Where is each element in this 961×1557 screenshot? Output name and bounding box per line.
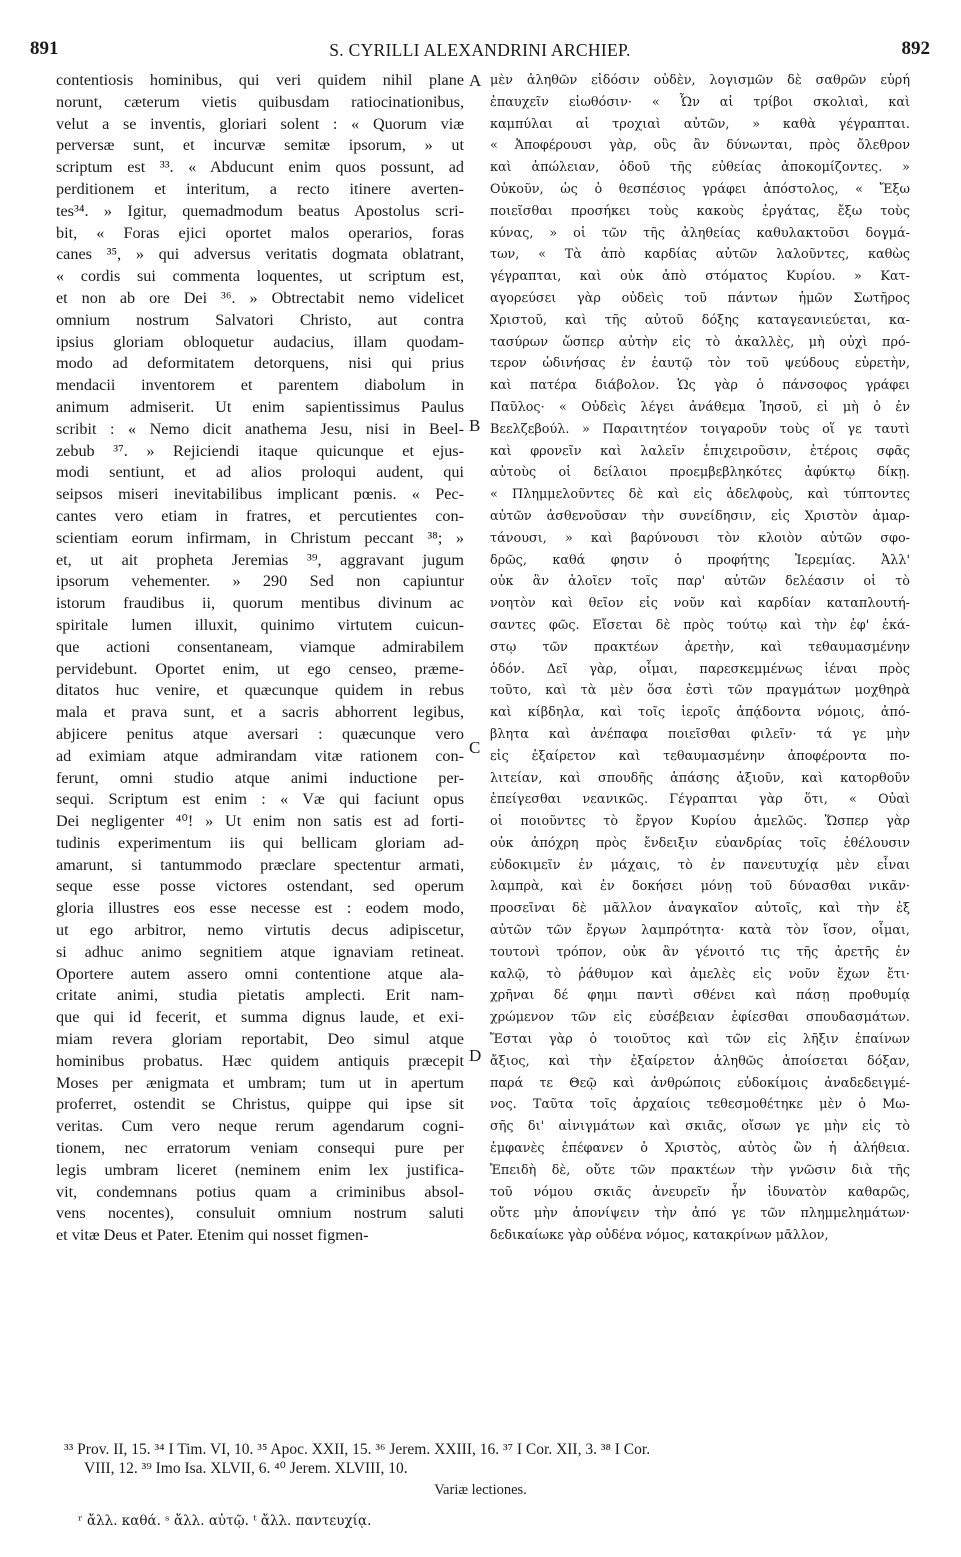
greek-text-line: χρῆναι δέ φημι παντὶ σθένει καὶ πάσῃ προθυμίᾳ [490, 988, 910, 1004]
latin-text-line: scribit : « Nemo dicit anathema Jesu, nisi in Beel- [56, 419, 464, 438]
greek-text-line: Παῦλος· « Οὐδεὶς λέγει ἀνάθεμα Ἰησοῦ, εἰ μὴ ὁ ἐν [490, 399, 910, 415]
greek-text-line: « Ἀποφέρουσι γὰρ, οὓς ἂν δύνωνται, πρὸς ὄλεθρον [490, 138, 910, 154]
latin-text-line: hominibus probatus. Hæc quidem antiquis præcepit [56, 1051, 464, 1070]
latin-text-line: proferret, ostendit se Christus, quippe qui ipse sit [56, 1095, 464, 1114]
greek-text-line: τασύρων ὥσπερ αὐτὴν εἰς τὸ ἀκαλλὲς, μὴ οὐχὶ πρό- [490, 334, 910, 350]
greek-text-line: Οὐκοῦν, ὡς ὁ θεσπέσιος γράφει ἀπόστολος, « Ἔξω [490, 181, 910, 197]
greek-text-line: βλητα καὶ ἀνέπαφα ποιεῖσθαι φιλεῖν· τά γε μὴν [490, 726, 910, 742]
latin-text-line: ipsorum vehementer. » 290 Sed non capiuntur [56, 572, 464, 591]
greek-text-line: καὶ ἀπώλειαν, ὁδοῦ τῆς εὐθείας ἀποκομίζοντες. » [490, 160, 910, 176]
latin-text-line: modi sentiunt, et ad alios proloqui audent, qui [56, 463, 464, 482]
variae-lectiones-heading: Variæ lectiones. [434, 1482, 527, 1498]
greek-text-line: ποιεῖσθαι προσήκει τοὺς κακοὺς ἐργάτας, ἔξω τοὺς [490, 203, 910, 219]
latin-text-line: ferunt, omni studio atque animi inductione per- [56, 768, 464, 787]
latin-text-line: mendacii inventorem et parentem diabolum in [56, 376, 464, 395]
greek-text-line: καὶ φρονεῖν καὶ λαλεῖν ἐπιχειροῦσιν, ἑτέροις σφᾶς [490, 443, 910, 459]
latin-text-line: Moses per ænigmata et umbram; tum ut in apertum [56, 1073, 464, 1092]
greek-text-line: καλῷ, τὸ ῥάθυμον καὶ ἀμελὲς εἰς νοῦν ἔχων ἔτι· [490, 966, 910, 982]
greek-text-line: « Πλημμελοῦντες δὲ καὶ εἰς ἀδελφοὺς, καὶ τύπτοντες [490, 487, 910, 503]
latin-text-line: ad eximiam atque admirandam vitæ rationem con- [56, 746, 464, 765]
greek-text-line: εἰς ἐξαίρετον καὶ τεθαυμασμένην ἀποφέροντα πο- [490, 748, 910, 764]
latin-text-line: amarunt, si tantummodo præclare spectentur armati, [56, 855, 464, 874]
latin-text-line: sequi. Scriptum est enim : « Væ qui faciunt opus [56, 790, 464, 809]
greek-text-line: Ἐπειδὴ δὲ, οὔτε τῶν πρακτέων τὴν γνῶσιν διὰ τῆς [490, 1162, 910, 1178]
latin-text-line: ut ego arbitror, nemo virtutis decus adipiscetur, [56, 921, 464, 940]
latin-text-line: que actioni consentaneam, viamque admirabilem [56, 637, 464, 656]
greek-text-line: δεδικαίωκε γὰρ οὐδένα νόμος, κατακρίνων μᾶλλον, [490, 1228, 829, 1244]
greek-text-line: οὐκ ἂν ἁλοῖεν τοῖς παρ' αὐτῶν δελέασιν οἱ τὸ [490, 574, 910, 590]
greek-text-line: ἐμφανὲς ἐπέφανεν ὁ Χριστὸς, αὐτὸς ὢν ἡ ἀλήθεια. [490, 1141, 910, 1157]
greek-text-line: σαντες φῶς. Εἴσεται δὲ πρὸς τούτῳ καὶ τὴν ἐφ' ἑκά- [490, 617, 910, 633]
greek-text-line: αὐτῶν τῶν ἔργων λαμπρότητα· κατὰ τὸν ἴσον, οἶμαι, [490, 923, 910, 939]
greek-text-line: ἐπείγεσθαι νεανικῶς. Γέγραπται γὰρ ὅτι, « Οὐαὶ [490, 792, 910, 808]
greek-text-line: νος. Ταῦτα τοῖς ἀρχαίοις τεθεσμοθέτηκε μὲν ὁ Μω- [490, 1097, 910, 1113]
greek-text-line: καὶ κίβδηλα, καὶ τοῖς ἱεροῖς ἀπᾴδοντα νόμοις, ἀπό- [490, 705, 910, 721]
latin-text-line: miam revera gloriam reportabit, Deo simul atque [56, 1030, 464, 1049]
greek-text-line: τάνουσι, » καὶ βαρύνουσι τὸν κλοιὸν αὐτῶν σφο- [490, 530, 910, 546]
latin-text-line: Oportere autem assero omni contentione atque ala- [56, 964, 464, 983]
latin-text-line: scriptum est ³³. « Abducunt enim quos possunt, ad [56, 158, 464, 177]
latin-text-line: veritas. Cum vero neque rerum agendarum cogni- [56, 1117, 464, 1136]
margin-marker-d: D [469, 1046, 482, 1065]
running-head [30, 38, 930, 62]
latin-text-line: perditionem et interitum, a recto itinere averten- [56, 179, 464, 198]
greek-text-line: στῳ τῶν πρακτέων ἀρετὴν, καὶ τεθαυμασμένην [490, 639, 910, 655]
greek-column [490, 70, 910, 1247]
greek-text-line: λιτείαν, καὶ σπουδῆς ἁπάσης ἀξιοῦν, καὶ κατορθοῦν [490, 770, 910, 786]
greek-text-line: παρά τε Θεῷ καὶ ἀνθρώποις εὐδοκίμοις ἀναδεδειγμέ- [490, 1075, 910, 1091]
latin-text-line: et, ut ait propheta Jeremias ³⁹, aggravant jugum [56, 550, 464, 569]
latin-text-line: perversæ sunt, et incurvæ semitæ ipsorum, » ut [56, 136, 464, 155]
variant-readings: ʳ ἄλλ. καθά. ˢ ἄλλ. αὐτῷ. ᵗ ἄλλ. παντευχίᾳ. [78, 1513, 372, 1529]
greek-text-line: ἄξιος, καὶ τὴν ἐξαίρετον ἀληθῶς ἀποίσεται δόξαν, [490, 1053, 910, 1069]
latin-text-line: et vitæ Deus et Pater. Etenim qui nosset figmen- [56, 1226, 369, 1245]
latin-text-line: tes³⁴. » Igitur, quemadmodum beatus Apostolus scri- [56, 201, 464, 220]
latin-text-line: modo ad deformitatem detorquens, nisi qui prius [56, 354, 464, 373]
greek-text-line: ὁδόν. Δεῖ γὰρ, οἶμαι, παρεσκεμμένως ἰέναι πρὸς [490, 661, 910, 677]
latin-text-line: Dei negligenter ⁴⁰! » Ut enim non satis est ad forti- [56, 812, 464, 831]
latin-text-line: zebub ³⁷. » Rejiciendi itaque quicunque et ejus- [56, 441, 464, 460]
latin-text-line: si adhuc animo segnitiem atque ignaviam retineat. [56, 942, 464, 961]
latin-text-line: abjicere penitus atque aversari : quæcunque vero [56, 724, 464, 743]
greek-text-line: νοητὸν καὶ θεῖον εἰς νοῦν καὶ καρδίαν καταπλουτή- [490, 596, 910, 612]
latin-text-line: « cordis sui commenta loquentes, ut scriptum est, [56, 267, 464, 286]
greek-text-line: αὐτῶν ἀσθενοῦσαν τὴν συνείδησιν, εἰς Χριστὸν ἁμαρ- [490, 508, 910, 524]
margin-marker-c: C [469, 738, 481, 757]
margin-marker-b: B [469, 416, 481, 435]
latin-text-line: scientiam eorum infirmam, in Christum peccant ³⁸; » [56, 528, 464, 547]
latin-text-line: pervidebunt. Oportet enim, ut ego censeo, præme- [56, 659, 464, 678]
latin-text-line: legis umbram liceret (neminem enim lex justifica- [56, 1160, 464, 1179]
latin-text-line: contentiosis hominibus, qui veri quidem nihil plane [56, 71, 464, 89]
greek-text-line: οὐκ ἀπόχρη πρὸς ἔνδειξιν εὐανδρίας τοῖς ἐθέλουσιν [490, 835, 910, 851]
greek-text-line: οἱ ποιοῦντες τὸ ἔργον Κυρίου ἀμελῶς. Ὥσπερ γὰρ [490, 814, 910, 830]
latin-text-line: bit, « Foras ejici oportet malos operarios, foras [56, 223, 464, 242]
latin-column [56, 70, 464, 1247]
latin-text-line: istorum fraudibus ii, quorum mentibus divinum ac [56, 594, 464, 613]
latin-text-line: seipsos miseri inevitabilibus implicant pœnis. « Pec- [56, 485, 464, 504]
greek-text-line: λαμπρὰ, καὶ ἐν δοκήσει μόνῃ τοῦ δύνασθαι νικᾶν· [490, 879, 910, 895]
latin-text-line: mala et prava sunt, et a sacris abhorrent legibus, [56, 703, 464, 722]
latin-text-line: ditatos huc venire, et quæcunque quidem in rebus [56, 681, 464, 700]
greek-text-line: καμπύλαι αἱ τροχιαὶ αὐτῶν, » καθὰ γέγραπται. [490, 116, 910, 132]
greek-text-line: οὔτε μὴν ἀπονίψειν τὴν ἀπό γε τῶν πλημμελημάτων· [490, 1206, 910, 1222]
latin-text-line: canes ³⁵, » qui adversus veritatis dogmata oblatrant, [56, 245, 464, 264]
greek-text-line: τοῦτο, καὶ τὰ μὲν ὅσα ἐστὶ τῶν πραγμάτων μοχθηρὰ [490, 683, 910, 699]
greek-text-line: εὐδοκιμεῖν ἐν μάχαις, τὸ ἐν πανευτυχίᾳ μὲν εἶναι [490, 857, 910, 873]
margin-marker-a: A [469, 71, 482, 90]
greek-text-line: των, « Τὰ ἀπὸ καρδίας αὐτῶν λαλοῦντες, καθὼς [490, 247, 910, 263]
greek-text-line: τουτονὶ τρόπον, οὐκ ἂν γένοιτό τις τῆς ἀρετῆς ἐν [490, 944, 910, 960]
latin-text-line: et non ab ore Dei ³⁶. » Obtrectabit nemo videlicet [56, 288, 464, 307]
footnote-line: VIII, 12. ³⁹ Imo Isa. XLVII, 6. ⁴⁰ Jerem. XLVIII, 10. [84, 1460, 408, 1477]
latin-text-line: gloria illustres eos esse necesse est : eodem modo, [56, 899, 464, 918]
latin-text-line: spiritale lumen illuxit, quinimo virtutem cuicun- [56, 615, 464, 634]
greek-text-line: τερον ὠδινήσας ἐν ἑαυτῷ τὸν τοῦ ψεύδους εὑρετὴν, [490, 356, 910, 372]
page-number-right: 892 [901, 38, 930, 59]
greek-text-line: προσεῖναι δὲ μᾶλλον ἀναγκαῖον αὐτοῖς, καὶ τὴν ἐξ [490, 901, 910, 917]
latin-text-line: velut a se inventis, gloriari solent : « Quorum viæ [56, 114, 464, 133]
latin-text-line: vens nocentes), consuluit omnium nostrum saluti [56, 1204, 464, 1223]
latin-text-line: seque esse posse victores ostendant, sed operum [56, 877, 464, 896]
greek-text-line: τοῦ νόμου σκιᾶς ἀνευρεῖν ἦν ἰδυνατὸν καθαρῶς, [490, 1184, 910, 1200]
greek-text-line: χρώμενον τῶν εἰς εὐσέβειαν ἐφίεσθαι σπουδασμάτων. [490, 1010, 910, 1026]
latin-text-line: tudinis experimentum iis qui bellicam gloriam ad- [56, 833, 464, 852]
greek-text-line: δρῶς, καθά φησιν ὁ προφήτης Ἱερεμίας. Ἀλλ' [490, 552, 910, 568]
latin-text-line: omnium nostrum Salvatori Christo, aut contra [56, 310, 464, 329]
latin-text-line: que qui id fecerit, et summa dignus laude, et exi- [56, 1008, 464, 1027]
page-number-left: 891 [30, 38, 59, 59]
greek-text-line: καὶ πατέρα διάβολον. Ὡς γὰρ ὁ πάνσοφος γράφει [490, 378, 910, 394]
latin-text-line: ipsius gloriam obloquetur audacius, illam quodam- [56, 332, 464, 351]
latin-text-line: vit, condemnans potius quam a criminibus absol- [56, 1182, 464, 1201]
greek-text-line: κύνας, » οἱ τῶν τῆς ἀληθείας καθυλακτοῦσι δογμά- [490, 225, 910, 241]
latin-text-line: animum admiserit. Ut enim sapientissimus Paulus [56, 397, 464, 416]
greek-text-line: ἐπαυχεῖν εἰωθόσιν· « Ὧν αἱ τρίβοι σκολιαὶ, καὶ [490, 94, 910, 110]
greek-text-line: αγορεύσει γὰρ οὐδεὶς τοῦ πάντων ἡμῶν Σωτῆρος [490, 290, 910, 306]
greek-text-line: σῆς δι' αἰνιγμάτων καὶ σκιᾶς, οἴσων γε μὴν εἰς τὸ [490, 1119, 910, 1135]
latin-text-line: norunt, cæterum vietis quibusdam ratiocinationibus, [56, 92, 464, 111]
latin-text-line: tionem, nec erratorum veniam consequi pure per [56, 1139, 464, 1158]
greek-text-line: μὲν ἀληθῶν εἰδόσιν οὐδὲν, λογισμῶν δὲ σαθρῶν εὑρή [490, 73, 910, 88]
greek-text-line: αὐτοὺς οἱ δείλαιοι προεμβεβληκότες ἀφύκτῳ δίκῃ. [490, 465, 910, 481]
greek-text-line: Χριστοῦ, καὶ τῆς αὐτοῦ δόξης καταγεανιεύεται, κα- [490, 312, 910, 328]
footnote-line: ³³ Prov. II, 15. ³⁴ I Tim. VI, 10. ³⁵ Apoc. XXII, 15. ³⁶ Jerem. XXIII, 16. ³⁷ I Cor. XII, 3. ³⁸ I Cor. [64, 1441, 651, 1458]
greek-text-line: γέγραπται, καὶ οὐκ ἀπὸ στόματος Κυρίου. » Κατ- [490, 269, 910, 285]
greek-text-line: Ἔσται γὰρ ὁ τοιοῦτος καὶ τῶν εἰς λῆξιν ἐπαίνων [490, 1032, 910, 1048]
latin-text-line: critate animi, studia pietatis amplecti. Erit nam- [56, 986, 464, 1005]
greek-text-line: Βεελζεβούλ. » Παραιτητέον τοιγαροῦν τοὺς οἵ γε ταυτὶ [490, 421, 910, 437]
latin-text-line: cantes vero etiam in fratres, et percutientes con- [56, 506, 464, 525]
footnotes [56, 1440, 916, 1478]
running-title: S. CYRILLI ALEXANDRINI ARCHIEP. [329, 40, 631, 60]
